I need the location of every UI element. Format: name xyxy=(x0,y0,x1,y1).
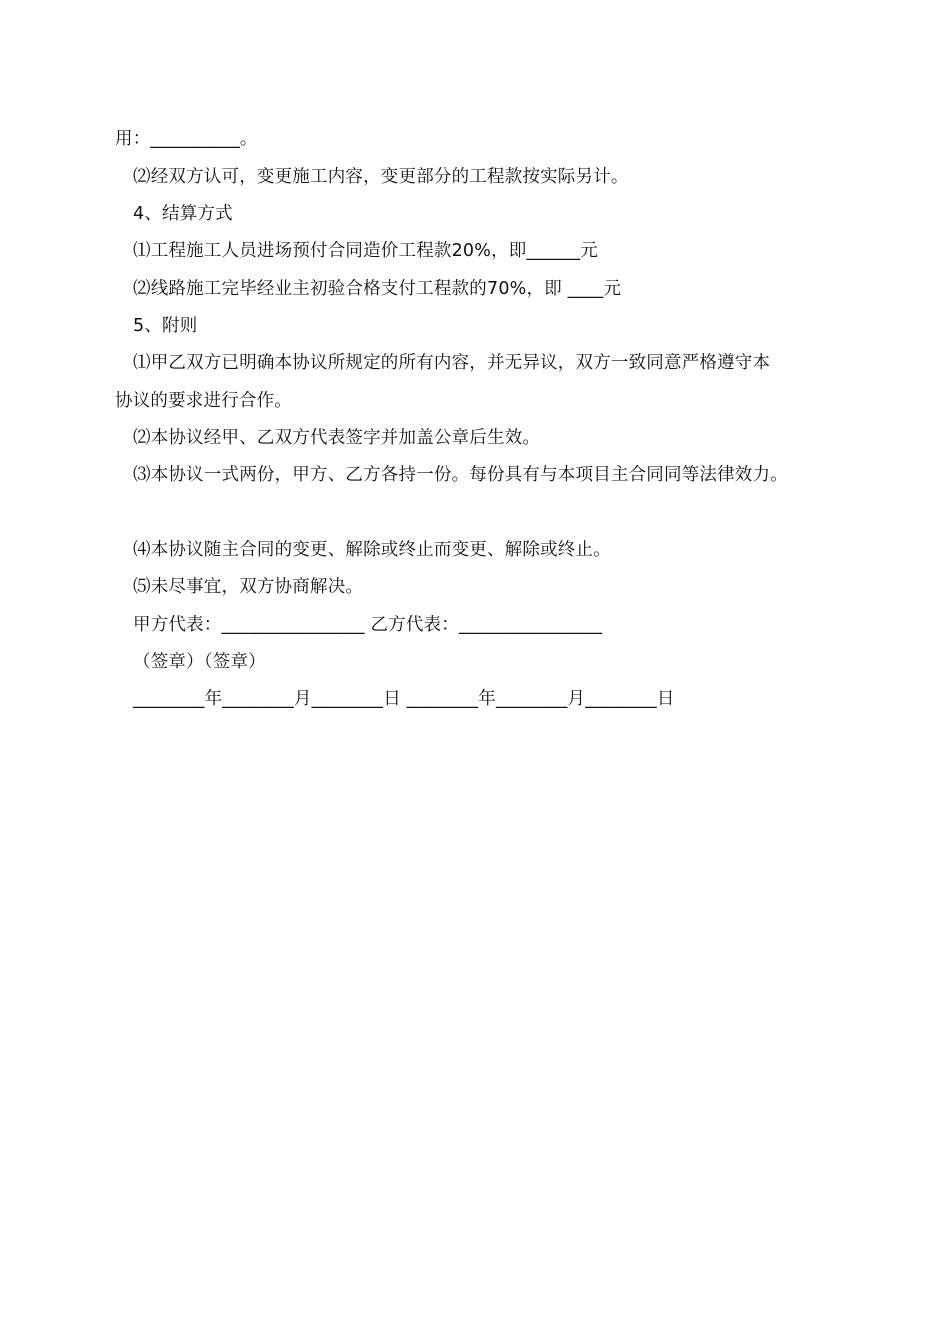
item-rule-4: ⑷本协议随主合同的变更、解除或终止而变更、解除或终止。 xyxy=(133,540,611,560)
item-rule-1-line-2: 协议的要求进行合作。 xyxy=(115,391,292,411)
section-heading-settlement: 4、结算方式 xyxy=(133,204,233,224)
item-rule-5: ⑸未尽事宜，双方协商解决。 xyxy=(133,577,364,597)
item-rule-3: ⑶本协议一式两份，甲方、乙方各持一份。每份具有与本项目主合同同等法律效力。 xyxy=(133,465,788,485)
item-rule-1-line-1: ⑴甲乙双方已明确本协议所规定的所有内容，并无异议，双方一致同意严格遵守本 xyxy=(133,353,771,373)
item-change-2: ⑵经双方认可，变更施工内容，变更部分的工程款按实际另计。 xyxy=(133,167,629,187)
item-payment-1: ⑴工程施工人员进场预付合同造价工程款20%，即______元 xyxy=(133,241,598,261)
signature-representatives: 甲方代表：________________ 乙方代表：________________ xyxy=(133,615,603,635)
section-heading-rules: 5、附则 xyxy=(133,316,198,336)
cost-line-tail: 用：__________。 xyxy=(115,129,258,149)
item-rule-2: ⑵本协议经甲、乙双方代表签字并加盖公章后生效。 xyxy=(133,428,541,448)
signature-seals: （签章）（签章） xyxy=(133,652,266,672)
signature-dates: ________年________月________日 ________年________月________日 xyxy=(133,689,675,709)
item-payment-2: ⑵线路施工完毕经业主初验合格支付工程款的70%，即 ____元 xyxy=(133,279,622,299)
